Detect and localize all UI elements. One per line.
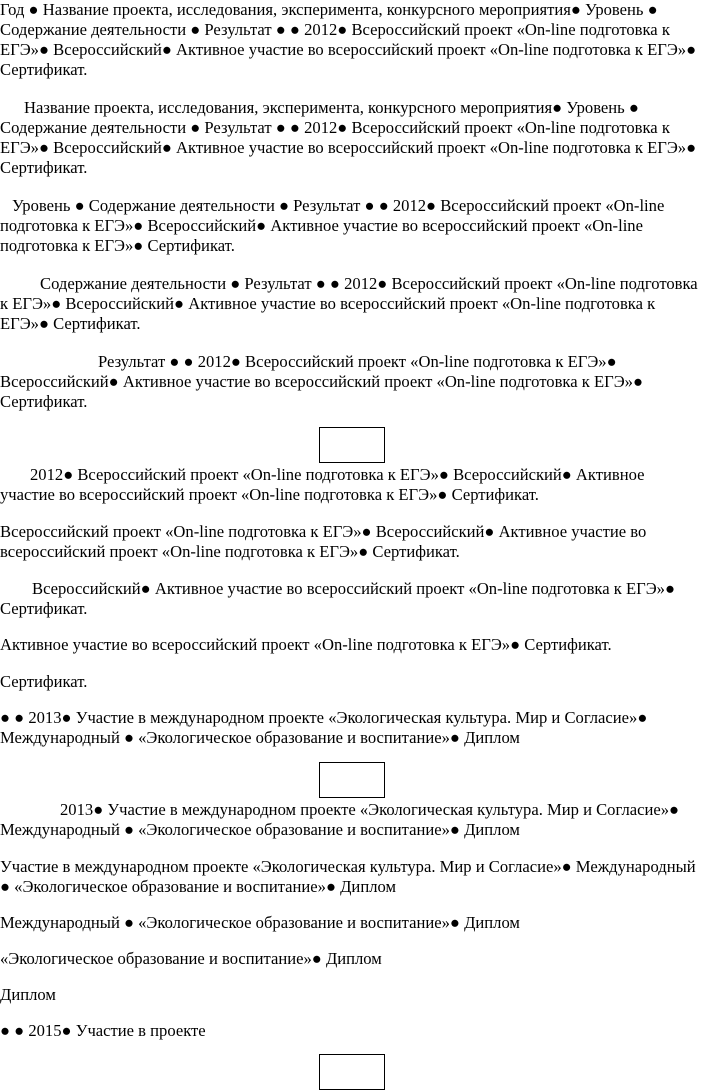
- empty-image-placeholder: [319, 1054, 385, 1090]
- text-paragraph: Год ● Название проекта, исследования, эксперимента, конкурсного мероприятия● Уровень ● Содержание деятельности ● Результат ● ● 2012● Всероссийский проект «On-line подготовка к ЕГЭ»● Всероссийский● Активное участие во всероссийский проект «On-line подготовка к ЕГЭ»● Сертификат.: [0, 0, 697, 79]
- text-paragraph: Международный ● «Экологическое образование и воспитание»● Диплом: [0, 913, 520, 932]
- text-paragraph: Участие в международном проекте «Экологическая культура. Мир и Согласие»● Международный ● «Экологическое образование и воспитание»● Диплом: [0, 857, 696, 896]
- text-paragraph: Содержание деятельности ● Результат ● ● 2012● Всероссийский проект «On-line подготовка к ЕГЭ»● Всероссийский● Активное участие во всероссийский проект «On-line подготовка к ЕГЭ»● Сертификат.: [0, 274, 698, 333]
- text-paragraph: ● ● 2013● Участие в международном проекте «Экологическая культура. Мир и Согласие»● Международный ● «Экологическое образование и воспитание»● Диплом: [0, 708, 648, 747]
- text-paragraph: Всероссийский проект «On-line подготовка к ЕГЭ»● Всероссийский● Активное участие во всероссийский проект «On-line подготовка к ЕГЭ»● Сертификат.: [0, 522, 647, 561]
- text-paragraph: Активное участие во всероссийский проект «On-line подготовка к ЕГЭ»● Сертификат.: [0, 635, 612, 654]
- text-paragraph: ● ● 2015● Участие в проекте: [0, 1021, 206, 1040]
- text-paragraph: 2013● Участие в международном проекте «Экологическая культура. Мир и Согласие»● Международный ● «Экологическое образование и воспитание»● Диплом: [0, 800, 680, 839]
- empty-image-placeholder: [319, 762, 385, 798]
- text-paragraph: Результат ● ● 2012● Всероссийский проект «On-line подготовка к ЕГЭ»● Всероссийский● Активное участие во всероссийский проект «On-line подготовка к ЕГЭ»● Сертификат.: [0, 352, 643, 411]
- text-paragraph: Уровень ● Содержание деятельности ● Результат ● ● 2012● Всероссийский проект «On-line подготовка к ЕГЭ»● Всероссийский● Активное участие во всероссийский проект «On-line подготовка к ЕГЭ»● Сертификат.: [0, 196, 665, 255]
- text-paragraph: Диплом: [0, 985, 56, 1004]
- text-paragraph: Название проекта, исследования, эксперимента, конкурсного мероприятия● Уровень ● Содержание деятельности ● Результат ● ● 2012● Всероссийский проект «On-line подготовка к ЕГЭ»● Всероссийский● Активное участие во всероссийский проект «On-line подготовка к ЕГЭ»● Сертификат.: [0, 98, 697, 177]
- text-paragraph: «Экологическое образование и воспитание»● Диплом: [0, 949, 382, 968]
- text-paragraph: Сертификат.: [0, 672, 88, 691]
- text-paragraph: Всероссийский● Активное участие во всероссийский проект «On-line подготовка к ЕГЭ»● Сертификат.: [0, 579, 675, 618]
- empty-image-placeholder: [319, 427, 385, 463]
- text-paragraph: 2012● Всероссийский проект «On-line подготовка к ЕГЭ»● Всероссийский● Активное участие во всероссийский проект «On-line подготовка к ЕГЭ»● Сертификат.: [0, 465, 645, 504]
